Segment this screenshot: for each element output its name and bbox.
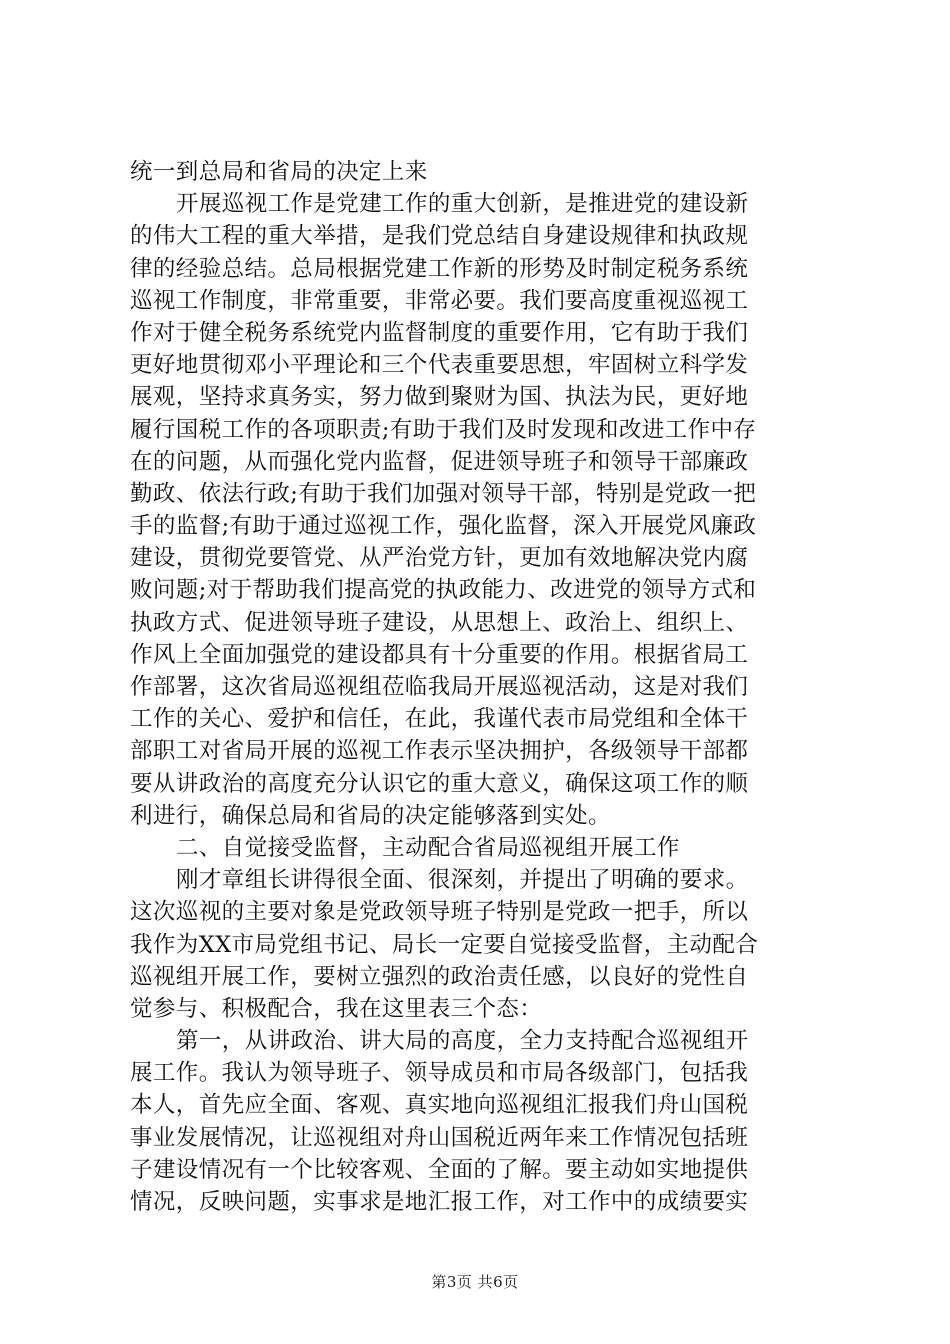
text-line: 作对于健全税务系统党内监督制度的重要作用，它有助于我们 — [130, 319, 749, 346]
text-line: 利进行，确保总局和省局的决定能够落到实处。 — [130, 802, 611, 829]
text-line: 履行国税工作的各项职责;有助于我们及时发现和改进工作中存 — [130, 416, 757, 443]
text-line: 勤政、依法行政;有助于我们加强对领导干部，特别是党政一把 — [130, 480, 757, 507]
text-line: 部职工对省局开展的巡视工作表示坚决拥护，各级领导干部都 — [130, 738, 749, 765]
paragraph-start: 刚才章组长讲得很全面、很深刻，并提出了明确的要求。 — [176, 867, 749, 894]
text-line: 执政方式、促进领导班子建设，从思想上、政治上、组织上、 — [130, 609, 749, 636]
text-line: 巡视组开展工作，要树立强烈的政治责任感，以良好的党性自 — [130, 963, 749, 990]
text-line: 展工作。我认为领导班子、领导成员和市局各级部门，包括我 — [130, 1060, 749, 1087]
text-line: 律的经验总结。总局根据党建工作新的形势及时制定税务系统 — [130, 255, 749, 282]
section-heading: 二、自觉接受监督，主动配合省局巡视组开展工作 — [176, 834, 680, 861]
text-line: 手的监督;有助于通过巡视工作，强化监督，深入开展党风廉政 — [130, 513, 757, 540]
text-line: 建设，贯彻党要管党、从严治党方针，更加有效地解决党内腐 — [130, 545, 749, 572]
text-line: 要从讲政治的高度充分认识它的重大意义，确保这项工作的顺 — [130, 770, 749, 797]
text-line: 作风上全面加强党的建设都具有十分重要的作用。根据省局工 — [130, 641, 749, 668]
page-number-footer: 第3页 共6页 — [431, 1273, 519, 1291]
text-line: 子建设情况有一个比较客观、全面的了解。要主动如实地提供 — [130, 1156, 749, 1183]
text-line: 情况，反映问题，实事求是地汇报工作，对工作中的成绩要实 — [130, 1189, 749, 1215]
paragraph-start: 开展巡视工作是党建工作的重大创新，是推进党的建设新 — [176, 191, 749, 218]
paragraph-start: 第一，从讲政治、讲大局的高度，全力支持配合巡视组开 — [176, 1028, 749, 1055]
text-line: 败问题;对于帮助我们提高党的执政能力、改进党的领导方式和 — [130, 577, 757, 604]
text-line: 这次巡视的主要对象是党政领导班子特别是党政一把手，所以 — [130, 899, 749, 926]
text-line: 统一到总局和省局的决定上来 — [130, 159, 428, 185]
text-line: 觉参与、积极配合，我在这里表三个态： — [130, 995, 543, 1022]
document-body — [130, 156, 820, 1218]
text-line: 展观，坚持求真务实，努力做到聚财为国、执法为民，更好地 — [130, 384, 749, 411]
text-line: 巡视工作制度，非常重要，非常必要。我们要高度重视巡视工 — [130, 287, 749, 314]
text-line: 我作为XX市局党组书记、局长一定要自觉接受监督，主动配合 — [130, 931, 759, 958]
text-line: 作部署，这次省局巡视组莅临我局开展巡视活动，这是对我们 — [130, 674, 749, 700]
text-line: 的伟大工程的重大举措，是我们党总结自身建设规律和执政规 — [130, 223, 749, 250]
text-line: 事业发展情况，让巡视组对舟山国税近两年来工作情况包括班 — [130, 1124, 749, 1151]
text-line: 在的问题，从而强化党内监督，促进领导班子和领导干部廉政 — [130, 448, 749, 475]
text-line: 更好地贯彻邓小平理论和三个代表重要思想，牢固树立科学发 — [130, 352, 749, 379]
text-line: 本人，首先应全面、客观、真实地向巡视组汇报我们舟山国税 — [130, 1092, 749, 1119]
text-line: 工作的关心、爱护和信任，在此，我谨代表市局党组和全体干 — [130, 706, 749, 733]
